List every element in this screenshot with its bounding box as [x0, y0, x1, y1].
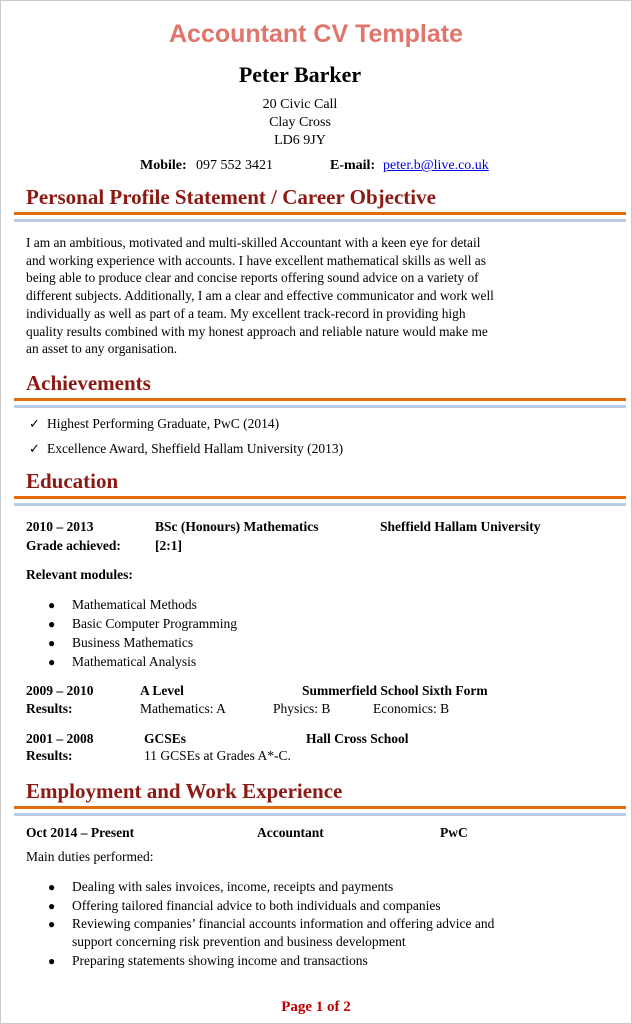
- bullet-icon: ●: [48, 880, 56, 894]
- section-rule-blue: [14, 405, 626, 408]
- bullet-icon: ●: [48, 617, 56, 631]
- section-rule-orange: [14, 496, 626, 499]
- grade-value: [2:1]: [155, 538, 182, 553]
- alevel-result: Physics: B: [273, 701, 331, 716]
- section-rule-blue: [14, 219, 626, 222]
- module-item: Basic Computer Programming: [72, 616, 237, 631]
- degree-qualification: BSc (Honours) Mathematics: [155, 519, 319, 534]
- profile-line: quality results combined with my honest approach and reliable nature would make me: [26, 323, 488, 339]
- job-company: PwC: [440, 825, 468, 840]
- bullet-icon: ●: [48, 899, 56, 913]
- gcse-qualification: GCSEs: [144, 731, 187, 746]
- gcse-results-label: Results:: [26, 748, 73, 763]
- bullet-icon: ●: [48, 636, 56, 650]
- section-rule-blue: [14, 813, 626, 816]
- bullet-icon: ●: [48, 954, 56, 968]
- page-number: Page 1 of 2: [281, 999, 351, 1015]
- module-item: Mathematical Analysis: [72, 654, 197, 669]
- bullet-icon: ●: [48, 655, 56, 669]
- email-link[interactable]: peter.b@live.co.uk: [383, 158, 489, 173]
- alevel-result: Mathematics: A: [140, 701, 226, 716]
- duties-label: Main duties performed:: [26, 849, 154, 864]
- duty-item: Offering tailored financial advice to both individuals and companies: [72, 898, 441, 913]
- alevel-result: Economics: B: [373, 701, 450, 716]
- degree-dates: 2010 – 2013: [26, 519, 94, 534]
- module-item: Business Mathematics: [72, 635, 194, 650]
- profile-line: being able to produce clear and concise reports offering sound advice on a variety of: [26, 270, 479, 286]
- profile-paragraph: [26, 234, 586, 358]
- grade-label: Grade achieved:: [26, 538, 121, 553]
- email-label: E-mail:: [330, 158, 376, 173]
- duty-item-continued: support concerning risk prevention and business development: [72, 934, 406, 949]
- module-item: Mathematical Methods: [72, 597, 197, 612]
- bullet-icon: ●: [48, 917, 56, 931]
- profile-line: different subjects. Additionally, I am a clear and effective communicator and work well: [26, 288, 494, 304]
- section-rule-orange: [14, 212, 626, 215]
- alevel-institution: Summerfield School Sixth Form: [302, 683, 488, 698]
- employment-heading: Employment and Work Experience: [26, 779, 343, 803]
- modules-label: Relevant modules:: [26, 567, 133, 582]
- gcse-dates: 2001 – 2008: [26, 731, 94, 746]
- achievements-heading: Achievements: [26, 371, 151, 395]
- degree-institution: Sheffield Hallam University: [380, 519, 541, 534]
- document-title: Accountant CV Template: [168, 20, 464, 48]
- duty-item: Dealing with sales invoices, income, receipts and payments: [72, 879, 394, 894]
- gcse-institution: Hall Cross School: [306, 731, 409, 746]
- profile-line: individually as well as part of a team. My excellent track-record in providing high: [26, 305, 466, 321]
- bullet-icon: ●: [48, 598, 56, 612]
- address-line-2: Clay Cross: [269, 115, 331, 130]
- job-role: Accountant: [257, 825, 324, 840]
- duty-item: Reviewing companies’ financial accounts information and offering advice and: [72, 916, 495, 931]
- achievement-item: Excellence Award, Sheffield Hallam University (2013): [47, 441, 344, 456]
- mobile-label: Mobile:: [140, 158, 187, 173]
- profile-line: I am an ambitious, motivated and multi-skilled Accountant with a keen eye for detail: [26, 235, 481, 250]
- address-line-1: 20 Civic Call: [262, 97, 338, 112]
- check-icon: ✓: [29, 416, 40, 431]
- alevel-dates: 2009 – 2010: [26, 683, 94, 698]
- profile-heading: Personal Profile Statement / Career Objective: [26, 185, 436, 209]
- section-rule-blue: [14, 503, 626, 506]
- duty-item: Preparing statements showing income and transactions: [72, 953, 368, 968]
- candidate-name: Peter Barker: [238, 62, 362, 87]
- alevel-results-label: Results:: [26, 701, 73, 716]
- job-dates: Oct 2014 – Present: [26, 825, 135, 840]
- gcse-result: 11 GCSEs at Grades A*-C.: [144, 748, 291, 763]
- mobile-number: 097 552 3421: [196, 158, 273, 173]
- education-heading: Education: [26, 469, 119, 493]
- profile-line: an asset to any organisation.: [26, 341, 178, 357]
- section-rule-orange: [14, 398, 626, 401]
- section-rule-orange: [14, 806, 626, 809]
- profile-line: and working experience with accounts. I have excellent mathematical skills as well as: [26, 252, 486, 268]
- alevel-qualification: A Level: [140, 683, 184, 698]
- address-line-3: LD6 9JY: [274, 133, 326, 148]
- achievement-item: Highest Performing Graduate, PwC (2014): [47, 416, 280, 431]
- check-icon: ✓: [29, 441, 40, 456]
